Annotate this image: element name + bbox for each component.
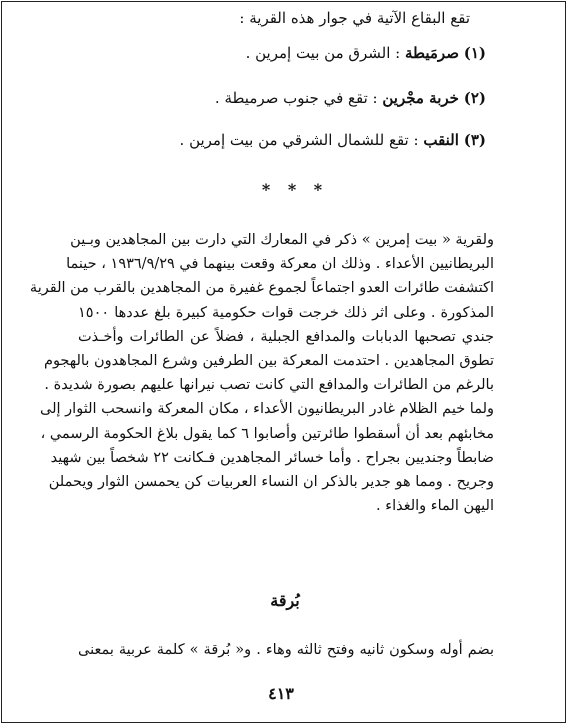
paragraph-line: جندي تصحبها الدبابات والمدافع الجبلية ، فضلاً عن الطائرات وأخـذت [78,328,494,345]
paragraph-line: اكتشفت طائرات العدو اجتماعاً لجموع غفيرة من المجاهدين بالقرب من القرية [29,280,494,297]
place-description: : تقع للشمال الشرقي من بيت إمرين . [179,131,419,149]
definition-line: بضم أوله وسكون ثانيه وفتح ثالثه وهاء . و« بُرقة » كلمة عربية بمعنى [78,642,494,658]
place-item [246,43,486,63]
page-number: ٤١٣ [268,684,294,703]
place-number: (٣) [463,131,486,149]
place-item [180,130,486,150]
paragraph-line: اليهن الماء والغذاء . [376,498,494,515]
place-name: خربة مجْرين [382,89,459,107]
place-description: : الشرق من بيت إمرين . [245,44,401,62]
place-name: النقب [423,131,459,149]
place-name: صرمَيطة [405,44,459,62]
paragraph-line: بالرغم من الطائرات والمدافع التي كانت تصب نيرانها عليهم بصورة شديدة . [44,377,494,394]
paragraph-line: ولما خيم الظلام غادر البريطانيون الأعداء ، مكان المعركة وانسحب الثوار إلى [40,401,494,418]
paragraph-line: البريطانيين الأعداء . وذلك ان معركة وقعت بينهما في ١٩٣٦/٩/٢٩ ، حينما [66,256,494,273]
paragraph-line: ولقرية « بيت إمرين » ذكر في المعارك التي دارت بين المجاهدين وبـين [70,232,494,248]
paragraph-line: تطوق المجاهدين . احتدمت المعركة بين الطرفين وشرع المجاهدون بالهجوم [43,353,494,370]
history-paragraph [29,228,494,518]
paragraph-line: المذكورة . وعلى اثر ذلك خرجت قوات حكومية كبيرة بلغ عددها ١٥٠٠ [78,304,494,321]
place-number: (٢) [463,89,486,107]
paragraph-line: وجريح . ومما هو جدير بالذكر ان النساء العربيات كن يحمسن الثوار ويحملن [48,474,494,491]
paragraph-line: ضابطاً وجنديين بجراح . وأما خسائر المجاهدين فـكانت ٢٢ شخصاً بين شهيد [50,449,494,466]
place-description: : تقع في جنوب صرميطة . [214,89,378,107]
place-item [215,88,486,108]
place-number: (١) [463,44,486,62]
section-separator: * * * [261,180,329,199]
section-heading: بُرقة [270,591,300,610]
paragraph-line: مخابئهم بعد أن أسقطوا طائرتين وأصابوا ٦ كما يقول بلاغ الحكومة الرسمي ، [40,425,494,442]
intro-line: تقع البقاع الآتية في جوار هذه القرية : [239,9,470,27]
